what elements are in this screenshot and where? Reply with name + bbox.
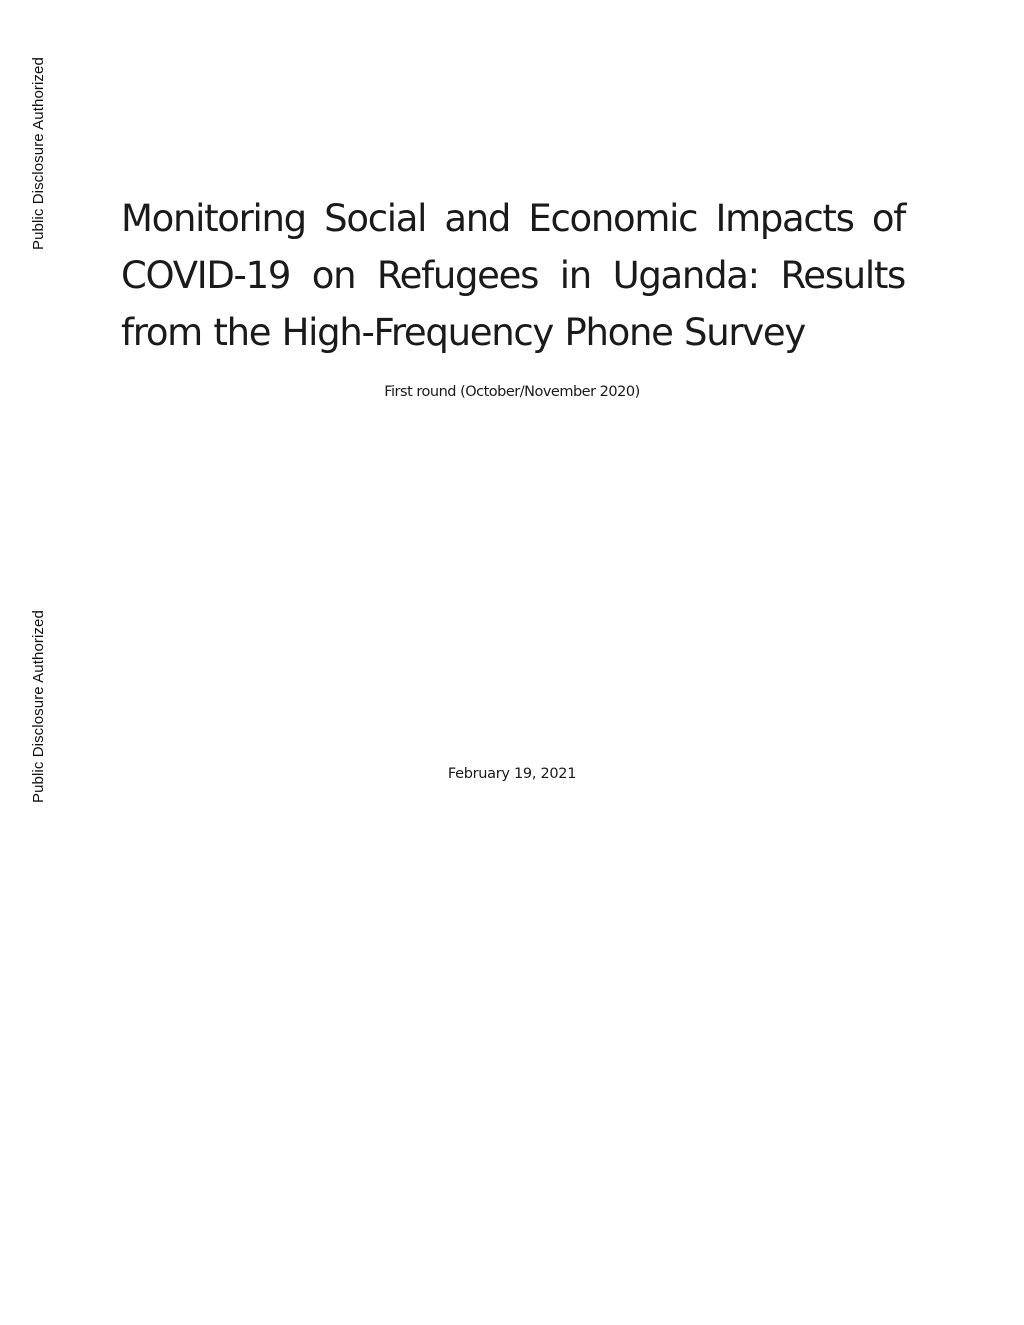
document-title: Monitoring Social and Economic Impacts of COVID-19 on Refugees in Uganda: Results from the High-Frequency Phone Survey [121,197,905,354]
document-subtitle: First round (October/November 2020) [384,384,640,400]
disclosure-stamp-top: Public Disclosure Authorized [30,57,47,250]
disclosure-stamp-bottom: Public Disclosure Authorized [30,610,47,803]
document-date: February 19, 2021 [447,766,577,782]
